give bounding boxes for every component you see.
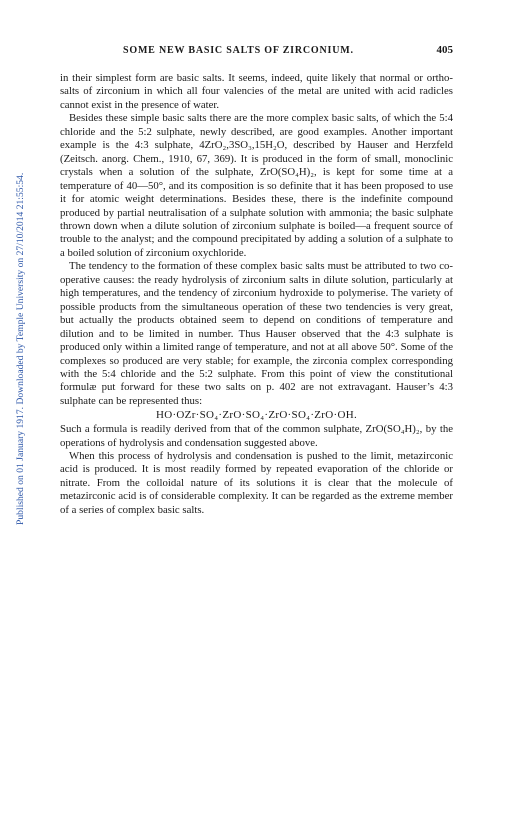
download-watermark xyxy=(1,95,26,525)
paragraph-continuation: in their simplest form are basic salts. It seems, indeed, quite likely that normal or ortho-salts of zirconium in which all four valencies of the metal are united with acid radicles cannot exist in the presence of water. xyxy=(60,72,453,111)
page-header xyxy=(95,45,453,59)
paragraph-complex-salts: Besides these simple basic salts there are the more complex basic salts, of which the 5:4 chloride and the 5:2 sulphate, newly described, are good examples. Another important example is the 4:3 sulphate, 4ZrO₂,3SO₃,15H₂O, described by Hauser and Herzfeld (Zeitsch. anorg. Chem., 1910, 67, 369). It is produced in the form of small, monoclinic crystals when a solution of the sulphate, ZrO(SO₄H)₂, is kept for some time at a temperature of 40—50°, and its composition is so definite that it has been proposed to use it for atomic weight determinations. Besides these, there is the indefinite compound produced by partial neutralisation of a sulphate solution with ammonia; the basic sulphate thrown down when a dilute solution of zirconium sulphate is boiled—a frequent source of trouble to the analyst; and the compound precipitated by adding a solution of a sulphate to a boiled solution of zirconium oxychloride. xyxy=(60,112,453,259)
download-watermark-text: Published on 01 January 1917. Downloaded by Temple University on 27/10/2014 21:55:54. xyxy=(15,172,26,525)
page-number: 405 xyxy=(436,44,453,56)
paragraph-tendency: The tendency to the formation of these complex basic salts must be attributed to two co-operative causes: the ready hydrolysis of zirconium salts in dilute solution, particularly at high temperatures, and the tendency of zirconium hydroxide to polymerise. The variety of possible products from the simultaneous operation of these two tendencies is very great, but actually the products obtained seem to depend on conditions of temperature and dilution and to be limited in number. Thus Hauser observed that the 4:3 sulphate is produced only within a limited range of temperature, and not at all above 50°. Some of the complexes so produced are very stable; for example, the zirconia complex corresponding with the 5:4 chloride and the 5:2 sulphate. From this point of view the constitutional formulæ put forward for these two salts on p. 402 are not extravagant. Hauser’s 4:3 sulphate can be represented thus: xyxy=(60,260,453,407)
article-body xyxy=(60,72,453,517)
paragraph-formula-derivation: Such a formula is readily derived from that of the common sulphate, ZrO(SO₄H)₂, by the operations of hydrolysis and condensation suggested above. xyxy=(60,423,453,449)
constitutional-formula: HO·OZr·SO₄·ZrO·SO₄·ZrO·SO₄·ZrO·OH. xyxy=(155,409,358,422)
running-title: SOME NEW BASIC SALTS OF ZIRCONIUM. xyxy=(123,45,354,56)
paragraph-metazirconic-acid: When this process of hydrolysis and condensation is pushed to the limit, metazirconic acid is produced. It is most readily formed by repeated evaporation of the chloride or nitrate. From the colloidal nature of its solutions it is clear that the molecule of metazirconic acid is of considerable complexity. It can be regarded as the extreme member of a series of complex basic salts. xyxy=(60,450,453,516)
